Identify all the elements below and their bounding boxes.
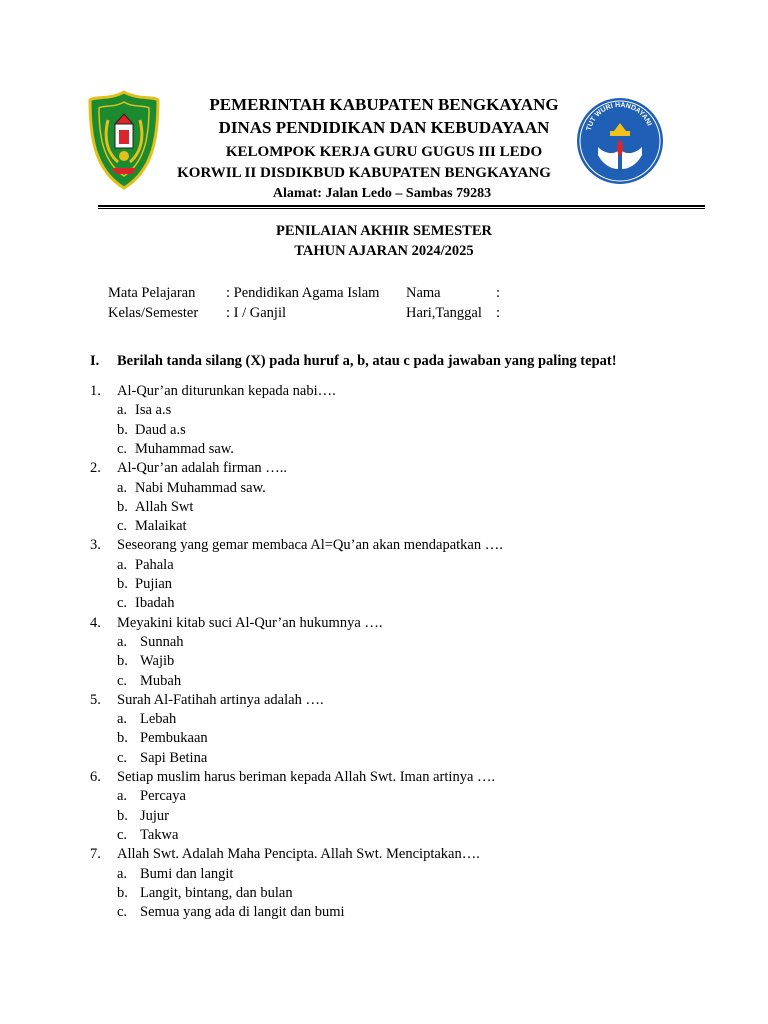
subject-value: : Pendidikan Agama Islam xyxy=(226,285,380,301)
class-label: Kelas/Semester xyxy=(108,305,199,321)
logo-motto-text: TUT WURI HANDAYANI xyxy=(585,101,653,132)
section-number: I. xyxy=(90,353,100,369)
option-text: Pujian xyxy=(135,576,173,592)
option-letter: b. xyxy=(117,885,128,901)
option-letter: b. xyxy=(117,422,128,438)
option-text: Langit, bintang, dan bulan xyxy=(140,885,293,901)
option-text: Pembukaan xyxy=(140,730,208,746)
option-letter: b. xyxy=(117,653,128,669)
date-label: Hari,Tanggal xyxy=(406,305,482,321)
question-number: 7. xyxy=(90,846,101,862)
question-text: Allah Swt. Adalah Maha Pencipta. Allah Swt. Menciptakan…. xyxy=(117,846,480,862)
letterhead-line-4: KORWIL II DISDIKBUD KABUPATEN BENGKAYANG xyxy=(177,165,551,181)
option-letter: b. xyxy=(117,576,128,592)
exam-year: TAHUN AJARAN 2024/2025 xyxy=(294,243,474,259)
option-letter: b. xyxy=(117,730,128,746)
question-text: Al-Qur’an diturunkan kepada nabi…. xyxy=(117,383,336,399)
letterhead-line-1: PEMERINTAH KABUPATEN BENGKAYANG xyxy=(209,95,559,114)
subject-label: Mata Pelajaran xyxy=(108,285,196,301)
class-value: : I / Ganjil xyxy=(226,305,287,321)
option-letter: c. xyxy=(117,673,128,689)
question-number: 4. xyxy=(90,615,101,631)
option-text: Wajib xyxy=(140,653,175,669)
option-letter: a. xyxy=(117,866,128,882)
option-letter: a. xyxy=(117,634,128,650)
name-value: : xyxy=(496,285,501,301)
question-text: Seseorang yang gemar membaca Al=Qu’an akan mendapatkan …. xyxy=(117,537,503,553)
option-text: Allah Swt xyxy=(135,499,194,515)
letterhead-line-3: KELOMPOK KERJA GURU GUGUS III LEDO xyxy=(225,144,543,160)
question-text: Setiap muslim harus beriman kepada Allah Swt. Iman artinya …. xyxy=(117,769,496,785)
letterhead-line-2: DINAS PENDIDIKAN DAN KEBUDAYAAN xyxy=(218,118,550,137)
option-text: Malaikat xyxy=(135,518,187,534)
option-text: Daud a.s xyxy=(135,422,186,438)
option-letter: c. xyxy=(117,827,128,843)
letterhead-divider xyxy=(98,205,705,207)
letterhead-address: Alamat: Jalan Ledo – Sambas 79283 xyxy=(272,186,492,201)
name-label: Nama xyxy=(406,285,441,301)
option-text: Muhammad saw. xyxy=(135,441,234,457)
option-letter: c. xyxy=(117,750,128,766)
option-text: Ibadah xyxy=(135,595,175,611)
option-letter: a. xyxy=(117,480,128,496)
question-text: Meyakini kitab suci Al-Qur’an hukumnya …. xyxy=(117,615,383,631)
question-number: 6. xyxy=(90,769,101,785)
question-number: 5. xyxy=(90,692,101,708)
option-text: Bumi dan langit xyxy=(140,866,234,882)
question-number: 3. xyxy=(90,537,101,553)
question-number: 1. xyxy=(90,383,101,399)
letterhead xyxy=(0,93,768,204)
option-text: Jujur xyxy=(140,808,169,824)
option-text: Nabi Muhammad saw. xyxy=(135,480,266,496)
option-text: Pahala xyxy=(135,557,174,573)
option-text: Lebah xyxy=(140,711,177,727)
option-letter: a. xyxy=(117,557,128,573)
option-letter: a. xyxy=(117,402,128,418)
date-value: : xyxy=(496,305,501,321)
option-text: Mubah xyxy=(140,673,182,689)
option-letter: c. xyxy=(117,595,128,611)
option-text: Sapi Betina xyxy=(140,750,208,766)
option-text: Percaya xyxy=(140,788,186,804)
exam-title: PENILAIAN AKHIR SEMESTER xyxy=(276,223,492,239)
question-text: Al-Qur’an adalah firman ….. xyxy=(117,460,288,476)
option-letter: a. xyxy=(117,711,128,727)
option-letter: c. xyxy=(117,904,128,920)
option-text: Semua yang ada di langit dan bumi xyxy=(140,904,345,920)
option-letter: b. xyxy=(117,499,128,515)
option-text: Isa a.s xyxy=(135,402,172,418)
section-instruction: Berilah tanda silang (X) pada huruf a, b, atau c pada jawaban yang paling tepat! xyxy=(117,353,617,369)
option-letter: b. xyxy=(117,808,128,824)
question-number: 2. xyxy=(90,460,101,476)
option-text: Sunnah xyxy=(140,634,184,650)
letterhead-divider-thin xyxy=(98,208,705,209)
question-text: Surah Al-Fatihah artinya adalah …. xyxy=(117,692,324,708)
option-letter: a. xyxy=(117,788,128,804)
option-text: Takwa xyxy=(140,827,179,843)
option-letter: c. xyxy=(117,441,128,457)
option-letter: c. xyxy=(117,518,128,534)
